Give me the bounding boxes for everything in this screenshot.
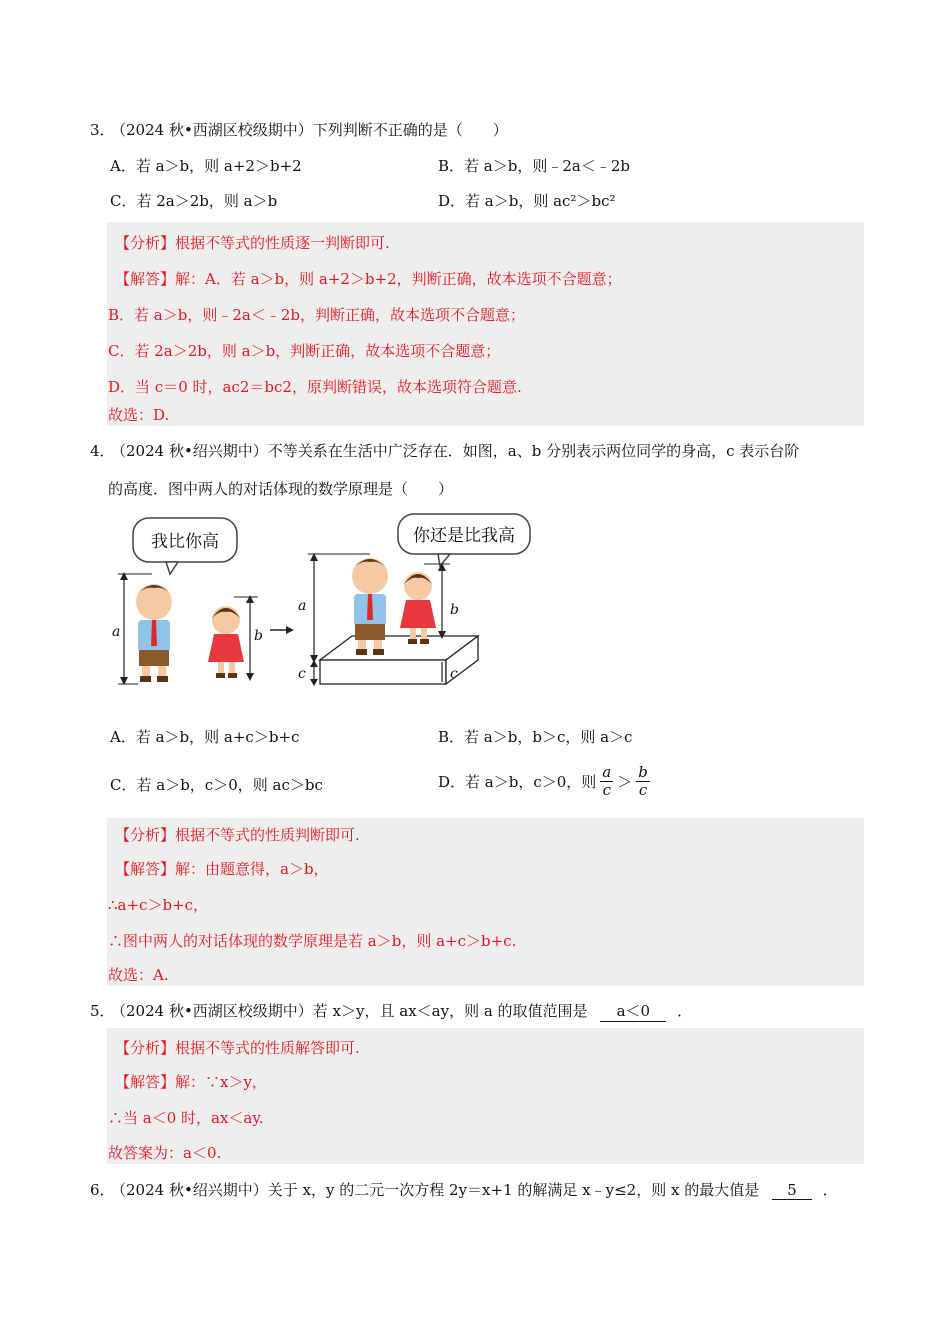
- q4-option-c: C．若 a＞b，c＞0，则 ac＞bc: [110, 776, 323, 794]
- fraction-numerator: b: [638, 763, 648, 781]
- q5-stem-row: [111, 1000, 692, 1022]
- q4-option-b: B．若 a＞b，b＞c，则 a＞c: [438, 728, 633, 746]
- q5-end: ．: [677, 1002, 693, 1020]
- fraction-numerator: a: [602, 763, 612, 781]
- fraction-denominator: c: [602, 780, 611, 799]
- fraction-a-over-c: [600, 764, 613, 798]
- boy-left-illustration: [136, 584, 172, 682]
- q6-stem-row: [111, 1179, 838, 1200]
- q4-number: 4．: [90, 442, 115, 460]
- q5-number: 5．: [90, 1002, 115, 1020]
- label-c-left: c: [298, 666, 306, 682]
- q3-answer-line: 【解答】解：A．若 a＞b，则 a+2＞b+2，判断正确，故本选项不合题意；: [115, 270, 622, 288]
- girl-left-illustration: [208, 606, 244, 678]
- q6-answer-blank: 5: [772, 1181, 812, 1200]
- q4-option-a: A．若 a＞b，则 a+c＞b+c: [110, 728, 300, 746]
- fraction-denominator: c: [638, 780, 648, 799]
- q3-option-d: D．若 a＞b，则 ac²＞bc²: [438, 192, 616, 210]
- q6-number: 6．: [90, 1181, 115, 1199]
- q4-answer-line: ∴图中两人的对话体现的数学原理是若 a＞b，则 a+c＞b+c.: [108, 932, 517, 950]
- q3-choice: 故选：D.: [108, 406, 170, 424]
- q3-stem: （2024 秋•西湖区校级期中）下列判断不正确的是（ ）: [111, 121, 508, 139]
- label-b-right: b: [450, 602, 459, 618]
- q3-solution-box: [107, 222, 864, 426]
- q3-option-a: A．若 a＞b，则 a+2＞b+2: [110, 157, 302, 175]
- q4-option-d: [438, 764, 650, 798]
- q4-option-d-prefix: D．若 a＞b，c＞0，则: [438, 772, 597, 791]
- q5-answer-blank: a＜0: [600, 1000, 666, 1022]
- q6-end: ．: [822, 1181, 838, 1199]
- q4-stem-line2: 的高度．图中两人的对话体现的数学原理是（ ）: [108, 480, 454, 498]
- q5-answer-line: ∴当 a＜0 时，ax＜ay.: [108, 1109, 264, 1127]
- fraction-b-over-c: [636, 764, 650, 798]
- speech-bubble-right: [398, 514, 530, 566]
- q3-number: 3．: [90, 121, 115, 139]
- label-a: a: [112, 624, 121, 640]
- q6-stem: （2024 秋•绍兴期中）关于 x，y 的二元一次方程 2y＝x+1 的解满足 x﹣y≤2，则 x 的最大值是: [111, 1181, 760, 1199]
- q3-option-c: C．若 2a＞2b，则 a＞b: [110, 192, 278, 210]
- bubble-right-text: 你还是比我高: [413, 526, 515, 546]
- bubble-left-text: 我比你高: [151, 532, 219, 552]
- q3-answer-line: C．若 2a＞2b，则 a＞b，判断正确，故本选项不合题意；: [108, 342, 501, 360]
- q5-choice: 故答案为：a＜0.: [108, 1144, 222, 1162]
- q3-analysis: 【分析】根据不等式的性质逐一判断即可.: [115, 234, 390, 252]
- q4-analysis: 【分析】根据不等式的性质判断即可.: [115, 826, 360, 844]
- q4-solution-box: [107, 818, 864, 986]
- q4-option-d-relation: ＞: [617, 772, 633, 791]
- q5-stem: （2024 秋•西湖区校级期中）若 x＞y，且 ax＜ay，则 a 的取值范围是: [111, 1002, 588, 1020]
- q3-answer-line: D．当 c＝0 时，ac2＝bc2，原判断错误，故本选项符合题意.: [108, 378, 522, 396]
- q3-answer-line: B．若 a＞b，则﹣2a＜﹣2b，判断正确，故本选项不合题意；: [108, 306, 525, 324]
- girl-right-illustration: [400, 572, 436, 644]
- q3-option-b: B．若 a＞b，则﹣2a＜﹣2b: [438, 157, 630, 175]
- q4-answer-line: 【解答】解：由题意得，a＞b，: [115, 860, 329, 878]
- q5-solution-box: [107, 1028, 864, 1164]
- q4-figure: [108, 510, 538, 690]
- label-b: b: [254, 628, 263, 644]
- speech-bubble-left: [133, 518, 237, 574]
- label-a-right: a: [298, 598, 307, 614]
- q4-stem-line1: （2024 秋•绍兴期中）不等关系在生活中广泛存在．如图，a、b 分别表示两位同学的身高，c 表示台阶: [111, 442, 800, 460]
- q5-answer-line: 【解答】解：∵x＞y，: [115, 1073, 267, 1091]
- q5-analysis: 【分析】根据不等式的性质解答即可.: [115, 1039, 360, 1057]
- label-c-right: c: [450, 666, 458, 682]
- q4-answer-line: ∴a+c＞b+c，: [108, 896, 209, 914]
- q4-choice: 故选：A.: [108, 966, 169, 984]
